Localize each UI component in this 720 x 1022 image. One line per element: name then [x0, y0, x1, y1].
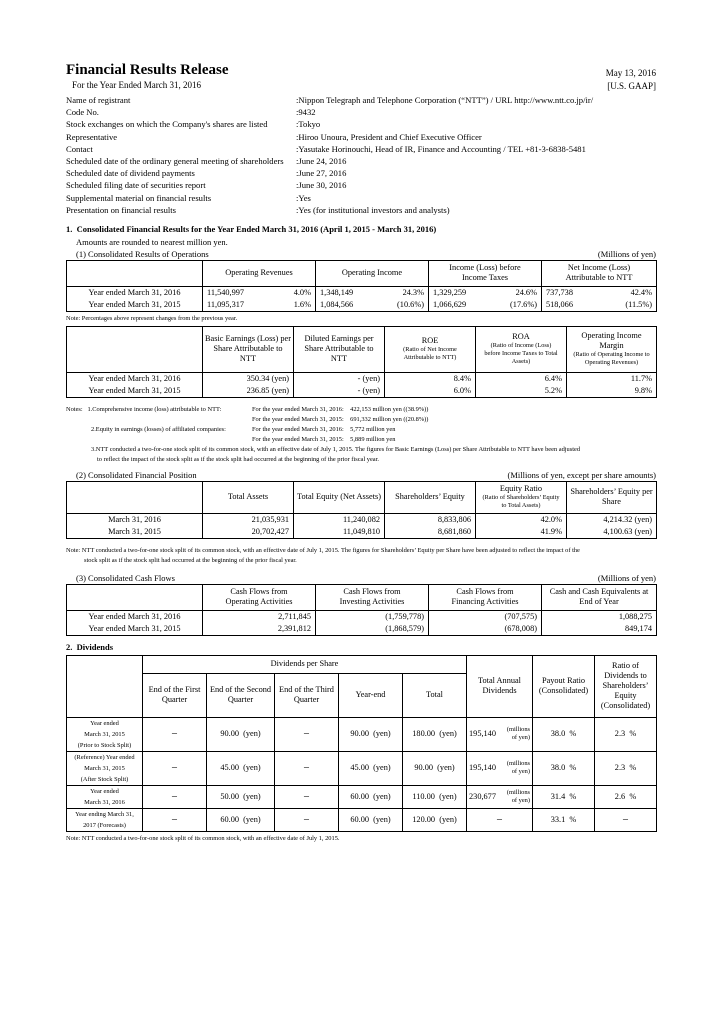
equity-ratio: 2.3 % — [595, 717, 657, 751]
unit-line: of yen) — [511, 734, 531, 742]
value-pair — [207, 288, 311, 298]
row-label-line: March 31, 2015 — [84, 764, 125, 772]
table-row — [67, 513, 657, 526]
header-main: Shareholders’ Equity per Share — [570, 487, 653, 507]
dividend-row — [67, 717, 657, 751]
total-annual-dividends — [467, 785, 533, 808]
column-header — [385, 481, 476, 513]
column-header: Income (Loss) before Income Taxes — [429, 260, 542, 286]
table-corner — [67, 655, 143, 717]
note-2-label: 2.Equity in earnings (losses) of affiliated companies: — [91, 425, 226, 433]
table-cell: 1,088,275 — [542, 610, 657, 623]
annual-amount: 230,677 — [469, 791, 496, 801]
table-cell: 2,711,845 — [203, 610, 316, 623]
info-row — [66, 106, 656, 118]
change-percent: (10.6%) — [397, 299, 424, 309]
change-percent: (11.5%) — [625, 299, 652, 309]
column-header: End of the Second Quarter — [207, 673, 275, 717]
row-label: Year ended March 31, 2015 — [88, 299, 181, 309]
info-row — [66, 94, 656, 106]
dividend-q3: − — [275, 717, 339, 751]
table-cell: 2,391,812 — [203, 623, 316, 636]
value-pair — [207, 300, 311, 310]
row-label-line: (Prior to Stock Split) — [77, 741, 132, 749]
column-header: Net Income (Loss) Attributable to NTT — [542, 260, 657, 286]
table-cell — [316, 299, 429, 312]
dividend-row — [67, 808, 657, 831]
info-label: Scheduled filing date of securities report — [66, 180, 206, 191]
info-label: Presentation on financial results — [66, 204, 177, 215]
info-value: :June 30, 2016 — [296, 180, 347, 191]
header-main: Total Assets — [227, 492, 269, 502]
header-sub: (Ratio of Operating Income to Operating Revenues) — [573, 351, 650, 367]
row-label-line: (After Stock Split) — [80, 775, 129, 783]
table-cell: 350.34 (yen) — [203, 372, 294, 385]
column-header: End of the Third Quarter — [275, 673, 339, 717]
payout-ratio: 33.1 % — [533, 808, 595, 831]
amount: 1,348,149 — [320, 287, 354, 297]
dividend-total: 120.00 (yen) — [403, 808, 467, 831]
table-cell: 8.4% — [385, 372, 476, 385]
column-header — [294, 326, 385, 372]
info-value: :Yes (for institutional investors and analysts) — [296, 204, 450, 215]
total-annual-dividends: − — [467, 808, 533, 831]
column-header: Operating Revenues — [203, 260, 316, 286]
value-pair — [546, 288, 652, 298]
annual-wrap — [469, 760, 530, 776]
header-main: Operating Income Margin — [581, 331, 642, 351]
financial-position-title: (2) Consolidated Financial Position — [76, 469, 197, 480]
info-label: Contact — [66, 143, 93, 154]
row-label: Year ended March 31, 2015 — [88, 623, 181, 633]
table-row — [67, 610, 657, 623]
equity-ratio: 2.6 % — [595, 785, 657, 808]
table-row — [67, 623, 657, 636]
amount: 737,738 — [546, 287, 573, 297]
table-cell: 20,702,427 — [203, 526, 294, 539]
column-header — [385, 326, 476, 372]
table-cell — [429, 286, 542, 299]
per-share-table — [66, 326, 657, 398]
value-pair — [433, 288, 537, 298]
unit-line: of yen) — [511, 768, 531, 776]
value-pair — [433, 300, 537, 310]
table-cell: 8,681,860 — [385, 526, 476, 539]
change-percent: 1.6% — [293, 299, 311, 309]
column-header — [476, 481, 567, 513]
value-pair — [320, 300, 424, 310]
row-label: Year ended March 31, 2016 — [88, 611, 181, 621]
dividend-q3: − — [275, 751, 339, 785]
row-label — [67, 808, 143, 831]
info-label: Code No. — [66, 107, 99, 118]
table-row — [67, 526, 657, 539]
dividend-q2: 45.00 (yen) — [207, 751, 275, 785]
note-1-b: For the year ended March 31, 2015: 691,332 million yen ((20.8%)) — [252, 415, 429, 423]
row-label — [67, 785, 143, 808]
results-of-operations-unit: (Millions of yen) — [597, 248, 656, 259]
row-label: Year ended March 31, 2016 — [88, 287, 181, 297]
change-percent: 42.4% — [630, 287, 652, 297]
change-percent: 4.0% — [293, 287, 311, 297]
table-cell: 9.8% — [567, 385, 657, 398]
row-label — [67, 717, 143, 751]
dividend-row — [67, 785, 657, 808]
info-label: Representative — [66, 131, 118, 142]
row-label: Year ended March 31, 2015 — [88, 385, 181, 395]
change-percent: (17.6%) — [510, 299, 537, 309]
financial-position-table — [66, 481, 657, 539]
position-note-b: stock split as if the stock split had occurred at the beginning of the prior fiscal year. — [84, 556, 297, 564]
dividend-ye: 60.00 (yen) — [339, 785, 403, 808]
annual-wrap — [469, 726, 530, 742]
release-date: May 13, 2016 — [605, 68, 656, 78]
annual-amount: 195,140 — [469, 729, 496, 739]
table-cell: 6.4% — [476, 372, 567, 385]
header-main: Total Equity (Net Assets) — [297, 492, 381, 502]
dividend-total: 90.00 (yen) — [403, 751, 467, 785]
info-value: :Yasutake Horinouchi, Head of IR, Finance and Accounting / TEL +81-3-6838-5481 — [296, 143, 586, 154]
payout-ratio: 38.0 % — [533, 751, 595, 785]
table-cell: 11,240,082 — [294, 513, 385, 526]
info-value: :June 27, 2016 — [296, 168, 347, 179]
table-cell: 8,833,806 — [385, 513, 476, 526]
header-main: Shareholders’ Equity — [395, 492, 465, 502]
info-value: :Nippon Telegraph and Telephone Corporation (“NTT”) / URL http://www.ntt.co.jp/ir/ — [296, 95, 594, 105]
info-row — [66, 118, 656, 130]
note-1-label: Notes: 1.Comprehensive income (loss) attributable to NTT: — [66, 405, 222, 413]
column-header: Payout Ratio (Consolidated) — [533, 655, 595, 717]
cash-flows-table — [66, 584, 657, 636]
row-label-line: Year ended — [90, 787, 119, 795]
note-1-a: For the year ended March 31, 2016: 422,153 million yen ((38.9%)) — [252, 405, 429, 413]
dividend-row — [67, 751, 657, 785]
column-header — [294, 481, 385, 513]
table-cell: (707,575) — [429, 610, 542, 623]
column-header: Cash Flows from Financing Activities — [429, 584, 542, 610]
document-subtitle: For the Year Ended March 31, 2016 — [72, 80, 201, 90]
dividend-ye: 45.00 (yen) — [339, 751, 403, 785]
dividends-per-share-header: Dividends per Share — [143, 655, 467, 673]
document-title: Financial Results Release — [66, 62, 229, 78]
info-row — [66, 179, 656, 191]
table-corner — [67, 260, 203, 286]
table-cell: 21,035,931 — [203, 513, 294, 526]
amount: 1,066,629 — [433, 299, 467, 309]
payout-ratio: 38.0 % — [533, 717, 595, 751]
table-row — [67, 372, 657, 385]
position-note-a: Note: NTT conducted a two-for-one stock split of its common stock, with an effective date of July 1, 2015. The figures for Shareholders’ Equity per Share have been adjusted to reflect the impact of the — [66, 546, 580, 554]
dividend-ye: 90.00 (yen) — [339, 717, 403, 751]
registrant-info — [66, 94, 656, 216]
table-cell: - (yen) — [294, 385, 385, 398]
dividend-total: 110.00 (yen) — [403, 785, 467, 808]
table-cell: 6.0% — [385, 385, 476, 398]
table-cell: (1,759,778) — [316, 610, 429, 623]
header-sub: (Ratio of Net Income Attributable to NTT) — [403, 346, 457, 362]
table-cell: (1,868,579) — [316, 623, 429, 636]
info-row — [66, 131, 656, 143]
info-value: :9432 — [296, 107, 316, 118]
header-main: ROA — [512, 332, 530, 342]
column-header — [567, 326, 657, 372]
annual-wrap — [469, 789, 530, 805]
header-main: Basic Earnings (Loss) per Share Attributable to NTT — [205, 334, 291, 364]
amount: 1,329,259 — [433, 287, 467, 297]
column-header — [203, 481, 294, 513]
table-cell — [203, 299, 316, 312]
annual-amount: 195,140 — [469, 763, 496, 773]
table-row — [67, 385, 657, 398]
table-row — [67, 286, 657, 299]
info-label: Stock exchanges on which the Company's shares are listed — [66, 119, 268, 130]
change-percent: 24.3% — [402, 287, 424, 297]
value-pair — [320, 288, 424, 298]
unit-line: (millions — [506, 726, 531, 734]
info-label: Scheduled date of the ordinary general meeting of shareholders — [66, 155, 284, 166]
annual-unit — [507, 789, 530, 805]
info-row — [66, 192, 656, 204]
column-header: Ratio of Dividends to Shareholders’ Equity (Consolidated) — [595, 655, 657, 717]
amount: 518,066 — [546, 299, 573, 309]
dividend-q2: 90.00 (yen) — [207, 717, 275, 751]
dividend-q1: − — [143, 808, 207, 831]
header-main: ROE — [421, 336, 439, 346]
equity-ratio: 2.3 % — [595, 751, 657, 785]
cash-flows-heading — [66, 572, 656, 584]
dividend-q3: − — [275, 808, 339, 831]
table-cell: (678,008) — [429, 623, 542, 636]
table-cell: 849,174 — [542, 623, 657, 636]
cash-flows-title: (3) Consolidated Cash Flows — [76, 572, 175, 583]
row-label — [67, 751, 143, 785]
table-corner — [67, 584, 203, 610]
dividends-table — [66, 655, 657, 832]
table-cell — [203, 286, 316, 299]
table-cell: 41.9% — [476, 526, 567, 539]
header-sub: (Ratio of Shareholders’ Equity to Total Assets) — [482, 494, 560, 510]
table-cell — [542, 286, 657, 299]
dividend-q1: − — [143, 717, 207, 751]
accounting-standard: [U.S. GAAP] — [607, 81, 656, 91]
unit-line: (millions — [506, 788, 531, 796]
unit-line: of yen) — [511, 796, 531, 804]
info-label: Name of registrant — [66, 95, 131, 105]
info-value: :Hiroo Unoura, President and Chief Executive Officer — [296, 131, 482, 142]
table-cell: 4,100.63 (yen) — [567, 526, 657, 539]
column-header: Year-end — [339, 673, 403, 717]
row-label-line: 2017 (Forecasts) — [83, 821, 126, 829]
table-corner — [67, 326, 203, 372]
info-label: Scheduled date of dividend payments — [66, 168, 195, 179]
dividend-q1: − — [143, 751, 207, 785]
notes-block — [66, 405, 656, 465]
table-cell: 4,214.32 (yen) — [567, 513, 657, 526]
info-label: Supplemental material on financial results — [66, 192, 212, 203]
dividend-q1: − — [143, 785, 207, 808]
table-cell — [542, 299, 657, 312]
financial-position-unit: (Millions of yen, except per share amounts) — [507, 469, 656, 480]
header-sub: (Ratio of Income (Loss) before Income Taxes to Total Assets) — [484, 342, 558, 366]
table-cell: 5.2% — [476, 385, 567, 398]
table-corner — [67, 481, 203, 513]
note-3-b: to reflect the impact of the stock split as if the stock split had occurred at the beginning of the prior fiscal year. — [97, 455, 379, 463]
total-annual-dividends — [467, 717, 533, 751]
column-header: Total Annual Dividends — [467, 655, 533, 717]
column-header: Cash Flows from Operating Activities — [203, 584, 316, 610]
note-2-b: For the year ended March 31, 2015: 5,889 million yen — [252, 435, 396, 443]
table-cell: 11.7% — [567, 372, 657, 385]
column-header: Total — [403, 673, 467, 717]
results-of-operations-title: (1) Consolidated Results of Operations — [76, 248, 209, 259]
row-label-line: (Reference) Year ended — [74, 753, 135, 761]
rounding-note: Amounts are rounded to nearest million yen. — [76, 236, 228, 247]
financial-position-heading — [66, 469, 656, 481]
section-2-title: 2. Dividends — [66, 641, 113, 652]
info-value: :Tokyo — [296, 119, 321, 130]
change-percent: 24.6% — [515, 287, 537, 297]
results-of-operations-heading — [66, 248, 656, 260]
row-label: Year ended March 31, 2016 — [88, 373, 181, 383]
results-of-operations-table — [66, 260, 657, 312]
info-row — [66, 155, 656, 167]
row-label-line: Year ending March 31, — [75, 810, 134, 818]
table-cell: 11,049,810 — [294, 526, 385, 539]
info-value: :Yes — [296, 192, 311, 203]
note-3-a: 3.NTT conducted a two-for-one stock split of its common stock, with an effective date of July 1, 2015. The figures for Basic Earnings (Loss) per Share Attributable to NTT have been adjusted — [91, 445, 581, 453]
row-label: March 31, 2016 — [108, 514, 161, 524]
equity-ratio: − — [595, 808, 657, 831]
annual-unit — [507, 726, 530, 742]
table-cell — [429, 299, 542, 312]
value-pair — [546, 300, 652, 310]
total-annual-dividends — [467, 751, 533, 785]
financial-results-document — [66, 62, 656, 844]
dividend-q2: 60.00 (yen) — [207, 808, 275, 831]
info-row — [66, 143, 656, 155]
row-label-line: March 31, 2016 — [84, 798, 125, 806]
row-label-line: March 31, 2015 — [84, 730, 125, 738]
table-row — [67, 299, 657, 312]
row-label-line: Year ended — [90, 719, 119, 727]
column-header: Cash Flows from Investing Activities — [316, 584, 429, 610]
ops-footnote: Note: Percentages above represent changes from the previous year. — [66, 314, 238, 322]
dividend-ye: 60.00 (yen) — [339, 808, 403, 831]
note-2-a: For the year ended March 31, 2016: 5,772 million yen — [252, 425, 396, 433]
column-header — [203, 326, 294, 372]
header-main: Diluted Earnings per Share Attributable to NTT — [304, 334, 374, 364]
annual-unit — [507, 760, 530, 776]
column-header — [476, 326, 567, 372]
amount: 1,084,566 — [320, 299, 354, 309]
amount: 11,540,997 — [207, 287, 245, 297]
unit-line: (millions — [506, 760, 531, 768]
dividend-q3: − — [275, 785, 339, 808]
section-1-title: 1. Consolidated Financial Results for the Year Ended March 31, 2016 (April 1, 2015 - March 31, 2016) — [66, 223, 437, 234]
column-header — [567, 481, 657, 513]
row-label: March 31, 2015 — [108, 526, 161, 536]
table-cell: 42.0% — [476, 513, 567, 526]
column-header: End of the First Quarter — [143, 673, 207, 717]
dividends-note: Note: NTT conducted a two-for-one stock split of its common stock, with an effective date of July 1, 2015. — [66, 834, 340, 842]
dividend-q2: 50.00 (yen) — [207, 785, 275, 808]
table-cell — [316, 286, 429, 299]
column-header: Cash and Cash Equivalents at End of Year — [542, 584, 657, 610]
info-row — [66, 167, 656, 179]
info-value: :June 24, 2016 — [296, 155, 347, 166]
cash-flows-unit: (Millions of yen) — [597, 572, 656, 583]
table-cell: 236.85 (yen) — [203, 385, 294, 398]
header-main: Equity Ratio — [499, 484, 543, 494]
dividend-total: 180.00 (yen) — [403, 717, 467, 751]
table-cell: - (yen) — [294, 372, 385, 385]
payout-ratio: 31.4 % — [533, 785, 595, 808]
info-row — [66, 204, 656, 216]
amount: 11,095,317 — [207, 299, 245, 309]
column-header: Operating Income — [316, 260, 429, 286]
